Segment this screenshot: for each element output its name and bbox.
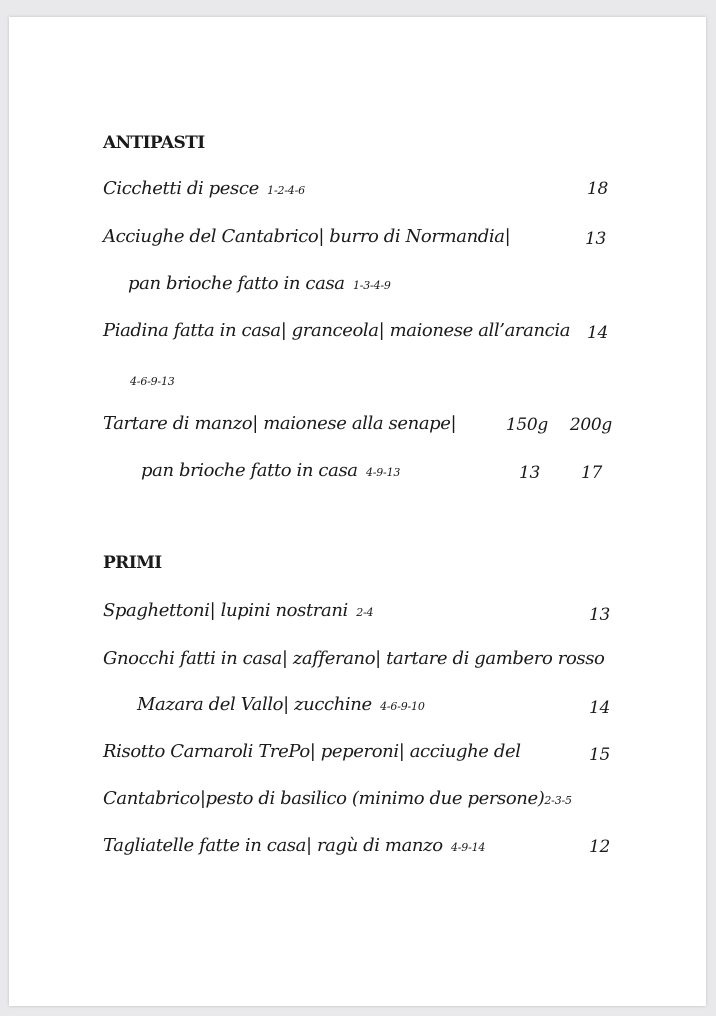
allergen-codes: 1-2-4-6 — [267, 184, 305, 197]
item-name: pan brioche fatto in casa — [128, 273, 345, 294]
section-heading-antipasti: ANTIPASTI — [103, 133, 205, 153]
allergen-codes: 4-9-14 — [450, 841, 486, 854]
item-price: 15 — [588, 745, 610, 765]
menu-item-continuation — [128, 273, 391, 297]
item-price: 12 — [588, 837, 610, 857]
allergen-codes: 1-3-4-9 — [352, 279, 391, 292]
item-name: Spaghettoni| lupini nostrani — [103, 600, 348, 621]
item-name: Cicchetti di pesce — [103, 178, 259, 199]
menu-item: Tartare di manzo| maionese alla senape| — [103, 413, 457, 434]
item-name: pan brioche fatto in casa — [141, 460, 358, 481]
item-price: 13 — [584, 229, 606, 249]
allergen-codes: 4-9-13 — [365, 466, 401, 479]
menu-item: Gnocchi fatti in casa| zafferano| tartare di gambero rosso — [103, 648, 605, 669]
size-small: 150g — [505, 415, 548, 435]
menu-item: Risotto Carnaroli TrePo| peperoni| acciughe del — [103, 741, 521, 762]
item-price: 18 — [586, 179, 608, 199]
allergen-codes: 4-6-9-10 — [380, 700, 425, 713]
menu-item: Acciughe del Cantabrico| burro di Normandia| — [103, 226, 511, 247]
item-name: Mazara del Vallo| zucchine — [137, 694, 372, 715]
item-price: 13 — [588, 605, 610, 625]
allergen-codes: 2-4 — [356, 606, 374, 619]
item-name: Cantabrico|pesto di basilico (minimo due persone) — [103, 788, 545, 809]
menu-item — [103, 600, 373, 624]
menu-item-continuation — [130, 369, 175, 393]
menu-item-continuation — [103, 788, 572, 812]
size-large: 200g — [569, 415, 612, 435]
menu-item: Piadina fatta in casa| granceola| maionese all’arancia — [103, 320, 571, 341]
allergen-codes: 4-6-9-13 — [130, 375, 175, 388]
menu-item-continuation — [137, 694, 425, 718]
price-large: 17 — [580, 463, 602, 483]
menu-item-continuation — [141, 460, 400, 484]
menu-item — [103, 835, 485, 859]
allergen-codes: 2-3-5 — [544, 794, 572, 807]
price-small: 13 — [518, 463, 540, 483]
item-price: 14 — [586, 323, 608, 343]
menu-item — [103, 178, 305, 202]
item-price: 14 — [588, 698, 610, 718]
item-name: Tagliatelle fatte in casa| ragù di manzo — [103, 835, 443, 856]
section-heading-primi: PRIMI — [103, 553, 162, 573]
